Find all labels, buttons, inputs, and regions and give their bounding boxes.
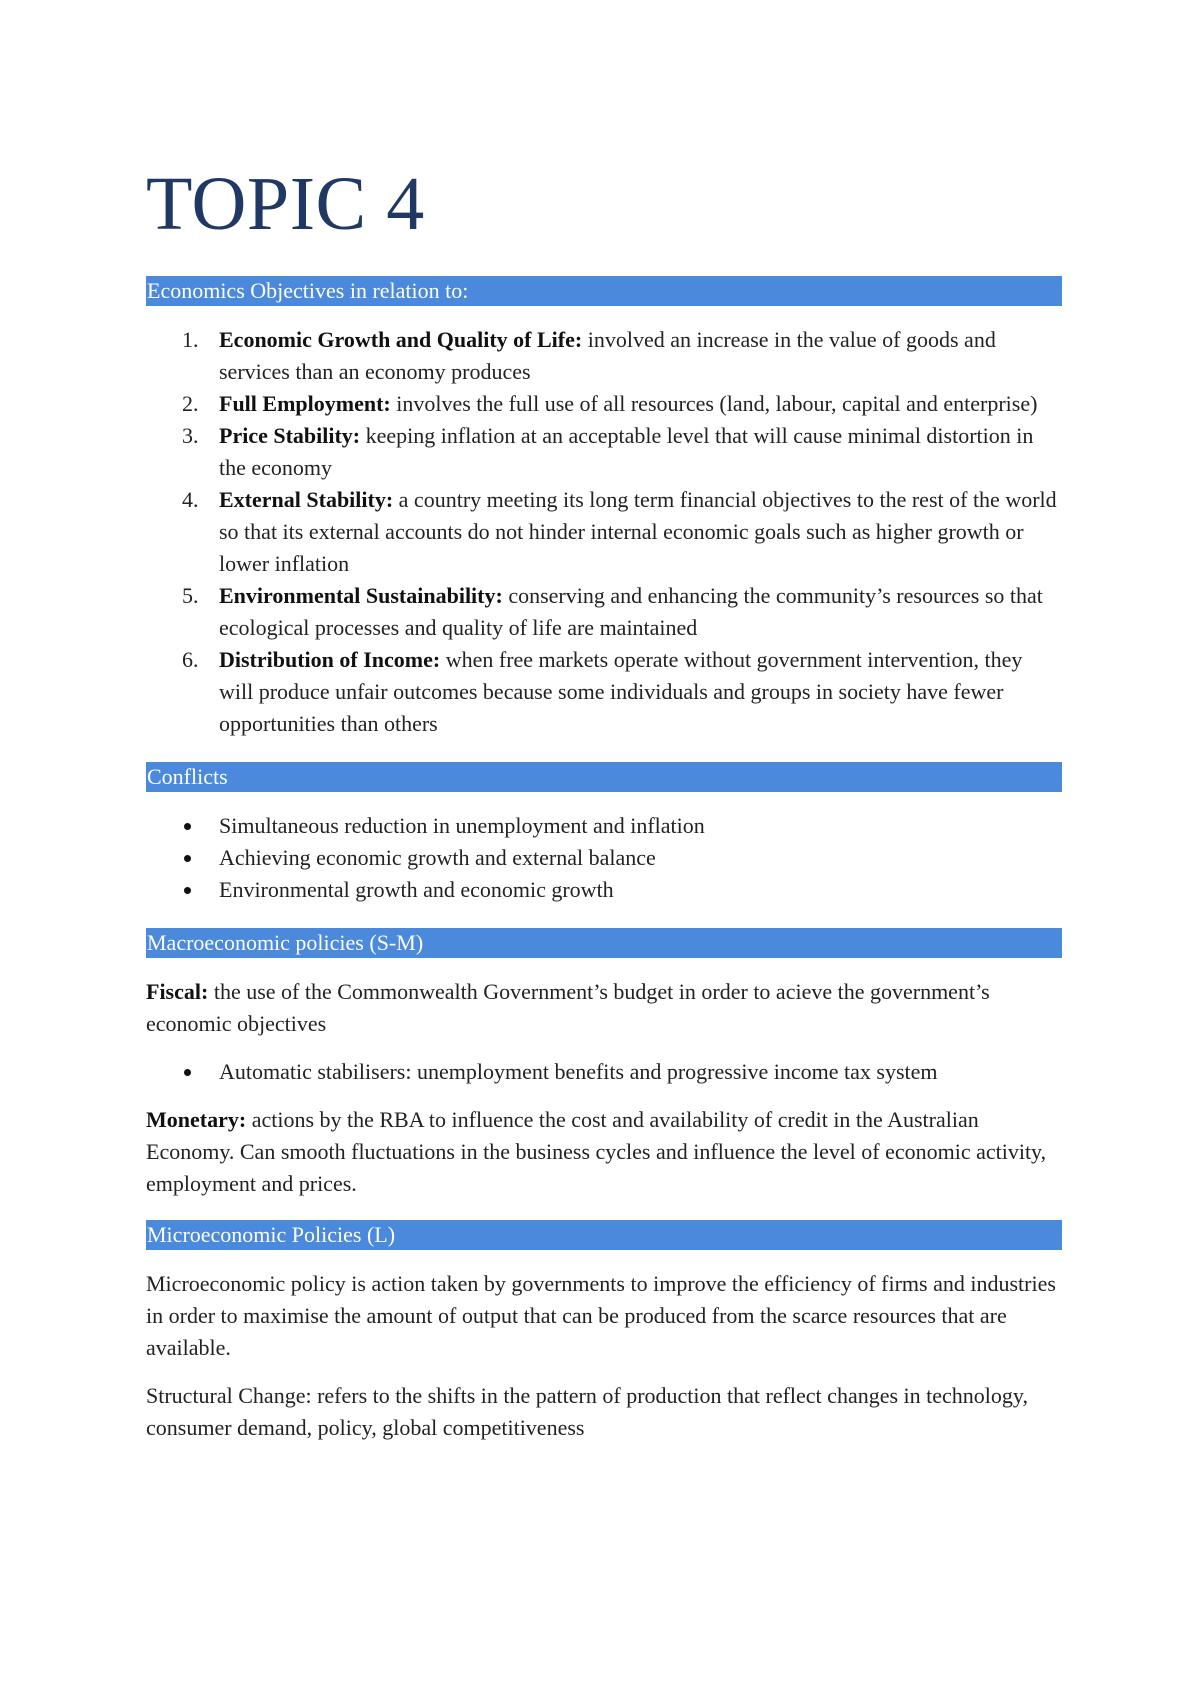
objectives-list [146, 324, 1062, 740]
list-item: Environmental growth and economic growth [146, 874, 1062, 906]
section-heading-macro: Macroeconomic policies (S-M) [146, 928, 1062, 958]
micro-paragraph: Microeconomic policy is action taken by governments to improve the efficiency of firms and industries in order to maximise the amount of output that can be produced from the scarce resources that are available. [146, 1271, 1056, 1360]
list-item: Automatic stabilisers: unemployment benefits and progressive income tax system [146, 1056, 1062, 1088]
document-body [146, 162, 1062, 1444]
fiscal-bullets [146, 1056, 1062, 1088]
fiscal-paragraph: Fiscal: the use of the Commonwealth Government’s budget in order to acieve the government’s economic objectives [146, 979, 990, 1036]
section-heading-objectives: Economics Objectives in relation to: [146, 276, 1062, 306]
conflicts-list [146, 810, 1062, 906]
list-item: 2. Full Employment: involves the full use of all resources (land, labour, capital and enterprise) [182, 391, 1038, 416]
bullet-icon [184, 823, 191, 830]
list-item: 5. Environmental Sustainability: conserving and enhancing the community’s resources so that ecological processes and quality of life are maintained [182, 583, 1043, 640]
monetary-paragraph: Monetary: actions by the RBA to influence the cost and availability of credit in the Australian Economy. Can smooth fluctuations in the business cycles and influence the level of economic activity, employment and prices. [146, 1107, 1047, 1196]
bullet-icon [184, 1069, 191, 1076]
list-item: 6. Distribution of Income: when free markets operate without government intervention, they will produce unfair outcomes because some individuals and groups in society have fewer opportunities than others [182, 647, 1023, 736]
structural-change-paragraph: Structural Change: refers to the shifts in the pattern of production that reflect changes in technology, consumer demand, policy, global competitiveness [146, 1383, 1028, 1440]
page-title: TOPIC 4 [146, 162, 425, 246]
list-item: 1. Economic Growth and Quality of Life: involved an increase in the value of goods and services than an economy produces [182, 327, 996, 384]
list-item: 3. Price Stability: keeping inflation at an acceptable level that will cause minimal distortion in the economy [182, 423, 1034, 480]
section-heading-micro: Microeconomic Policies (L) [146, 1220, 1062, 1250]
section-heading-conflicts: Conflicts [146, 762, 1062, 792]
bullet-icon [184, 887, 191, 894]
list-item: Achieving economic growth and external balance [146, 842, 1062, 874]
list-item: Simultaneous reduction in unemployment and inflation [146, 810, 1062, 842]
list-item: 4. External Stability: a country meeting its long term financial objectives to the rest of the world so that its external accounts do not hinder internal economic goals such as higher growth or lower inflation [182, 487, 1057, 576]
bullet-icon [184, 855, 191, 862]
